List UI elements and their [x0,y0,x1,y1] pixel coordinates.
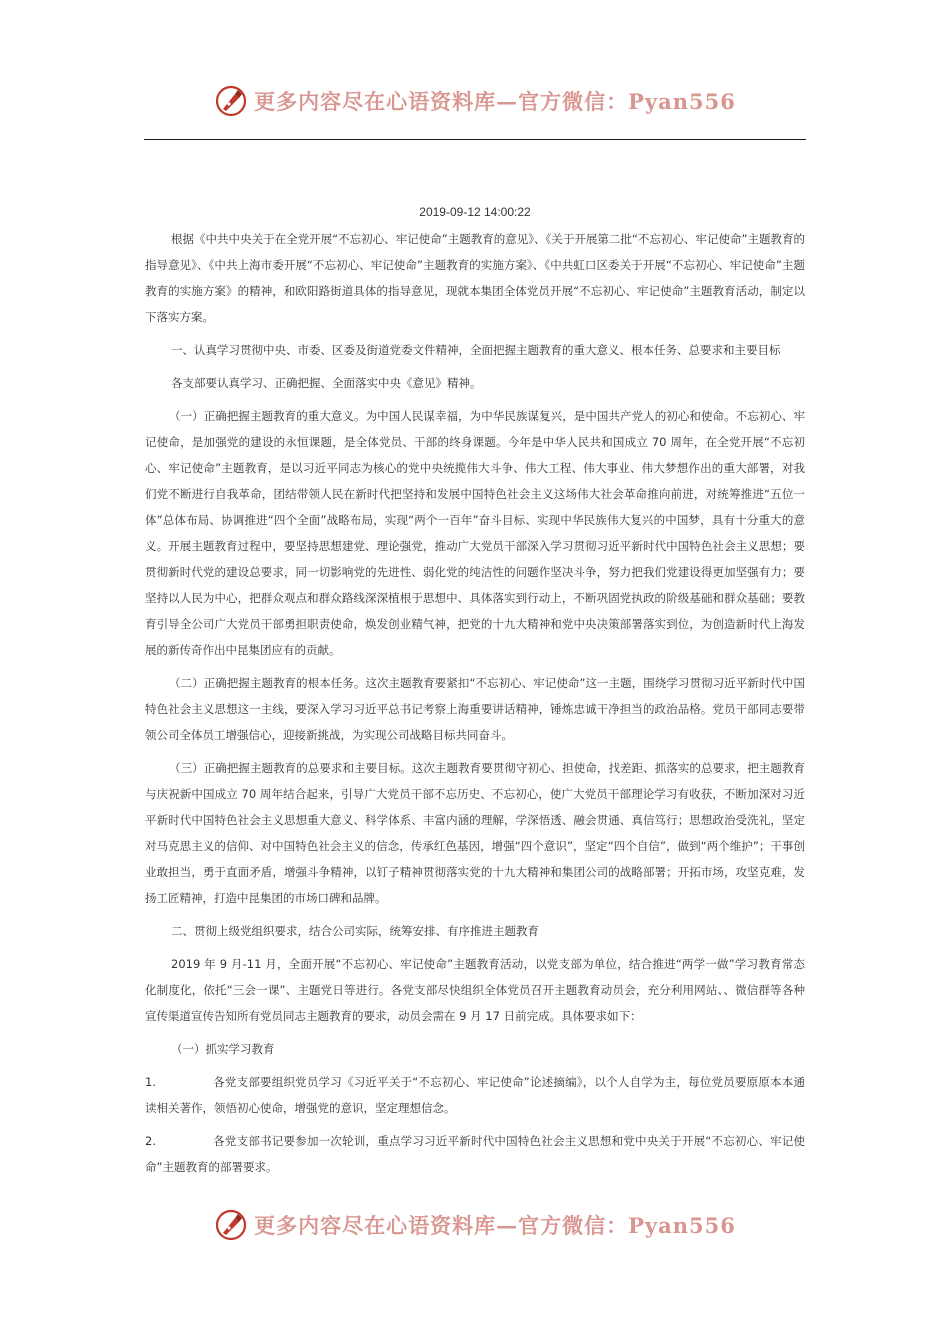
numbered-item-number: 1. [145,1075,156,1089]
watermark-banner-bottom [0,1208,950,1242]
watermark-banner-text: 更多内容尽在心语资料库—官方微信：Pyan556 [254,89,736,114]
numbered-item-text: 各党支部书记要参加一次轮训，重点学习习近平新时代中国特色社会主义思想和党中央关于开展“不忘初心、牢记使命”主题教育的部署要求。 [145,1134,805,1174]
pen-nib-logo-icon [214,1208,248,1242]
section-1-lead: 各支部要认真学习、正确把握、全面落实中央《意见》精神。 [171,376,482,390]
section-2-subheading: （一）抓实学习教育 [171,1042,275,1056]
numbered-item [145,1128,805,1180]
intro-paragraph: 根据《中共中央关于在全党开展“不忘初心、牢记使命”主题教育的意见》、《关于开展第二批“不忘初心、牢记使命”主题教育的指导意见》、《中共上海市委开展“不忘初心、牢记使命”主题教育的实施方案》、《中共虹口区委关于开展“不忘初心、牢记使命”主题教育的实施方案》的精神，和欧阳路街道具体的指导意见，现就本集团全体党员开展“不忘初心、牢记使命”主题教育活动，制定以下落实方案。 [145,232,805,324]
document-body [145,199,805,1187]
section-1-heading: 一、认真学习贯彻中央、市委、区委及街道党委文件精神，全面把握主题教育的重大意义、根本任务、总要求和主要目标 [171,343,781,357]
watermark-banner-text: 更多内容尽在心语资料库—官方微信：Pyan556 [254,1213,736,1238]
pen-nib-logo-icon [214,84,248,118]
section-2-lead: 2019 年 9 月-11 月，全面开展“不忘初心、牢记使命”主题教育活动，以党支部为单位，结合推进“两学一做”学习教育常态化制度化，依托“三会一课”、主题党日等进行。各党支部尽快组织全体党员召开主题教育动员会，充分利用网站、、微信群等各种宣传渠道宣传告知所有党员同志主题教育的要求，动员会需在 9 月 17 日前完成。具体要求如下： [145,957,805,1023]
numbered-item [145,1069,805,1121]
document-timestamp: 2019-09-12 14:00:22 [419,205,531,219]
watermark-banner-top [0,84,950,118]
header-divider [144,139,806,140]
section-1-item-1: （一）正确把握主题教育的重大意义。为中国人民谋幸福，为中华民族谋复兴，是中国共产党人的初心和使命。不忘初心、牢记使命，是加强党的建设的永恒课题，是全体党员、干部的终身课题。今年是中华人民共和国成立 70 周年，在全党开展“不忘初心、牢记使命”主题教育，是以习近平同志为核心的党中央统揽伟大斗争、伟大工程、伟大事业、伟大梦想作出的重大部署，对我们党不断进行自我革命，团结带领人民在新时代把坚持和发展中国特色社会主义这场伟大社会革命推向前进，对统筹推进“五位一体”总体布局、协调推进“四个全面”战略布局，实现“两个一百年”奋斗目标、实现中华民族伟大复兴的中国梦，具有十分重大的意义。开展主题教育过程中，要坚持思想建党、理论强党，推动广大党员干部深入学习贯彻习近平新时代中国特色社会主义思想；要贯彻新时代党的建设总要求，同一切影响党的先进性、弱化党的纯洁性的问题作坚决斗争，努力把我们党建设得更加坚强有力；要坚持以人民为中心，把群众观点和群众路线深深植根于思想中、具体落实到行动上，不断巩固党执政的阶级基础和群众基础；要教育引导全公司广大党员干部勇担职责使命，焕发创业精气神，把党的十九大精神和党中央决策部署落实到位，为创造新时代上海发展的新传奇作出中昆集团应有的贡献。 [145,409,805,657]
section-2-heading: 二、贯彻上级党组织要求，结合公司实际，统筹安排、有序推进主题教育 [171,924,539,938]
section-1-item-2: （二）正确把握主题教育的根本任务。这次主题教育要紧扣“不忘初心、牢记使命”这一主题，围绕学习贯彻习近平新时代中国特色社会主义思想这一主线，要深入学习习近平总书记考察上海重要讲话精神，锤炼忠诚干净担当的政治品格。党员干部同志要带领公司全体员工增强信心，迎接新挑战，为实现公司战略目标共同奋斗。 [145,676,805,742]
section-1-item-3: （三）正确把握主题教育的总要求和主要目标。这次主题教育要贯彻守初心、担使命，找差距、抓落实的总要求，把主题教育与庆祝新中国成立 70 周年结合起来，引导广大党员干部不忘历史、不忘初心，使广大党员干部理论学习有收获，不断加深对习近平新时代中国特色社会主义思想重大意义、科学体系、丰富内涵的理解，学深悟透、融会贯通、真信笃行；思想政治受洗礼，坚定对马克思主义的信仰、对中国特色社会主义的信念，传承红色基因，增强“四个意识”，坚定“四个自信”，做到“两个维护”；干事创业敢担当，勇于直面矛盾，增强斗争精神，以钉子精神贯彻落实党的十九大精神和集团公司的战略部署；开拓市场，攻坚克难，发扬工匠精神，打造中昆集团的市场口碑和品牌。 [145,761,805,905]
numbered-item-number: 2. [145,1134,156,1148]
numbered-item-text: 各党支部要组织党员学习《习近平关于“不忘初心、牢记使命”论述摘编》，以个人自学为主，每位党员要原原本本通读相关著作，领悟初心使命，增强党的意识，坚定理想信念。 [145,1075,805,1115]
